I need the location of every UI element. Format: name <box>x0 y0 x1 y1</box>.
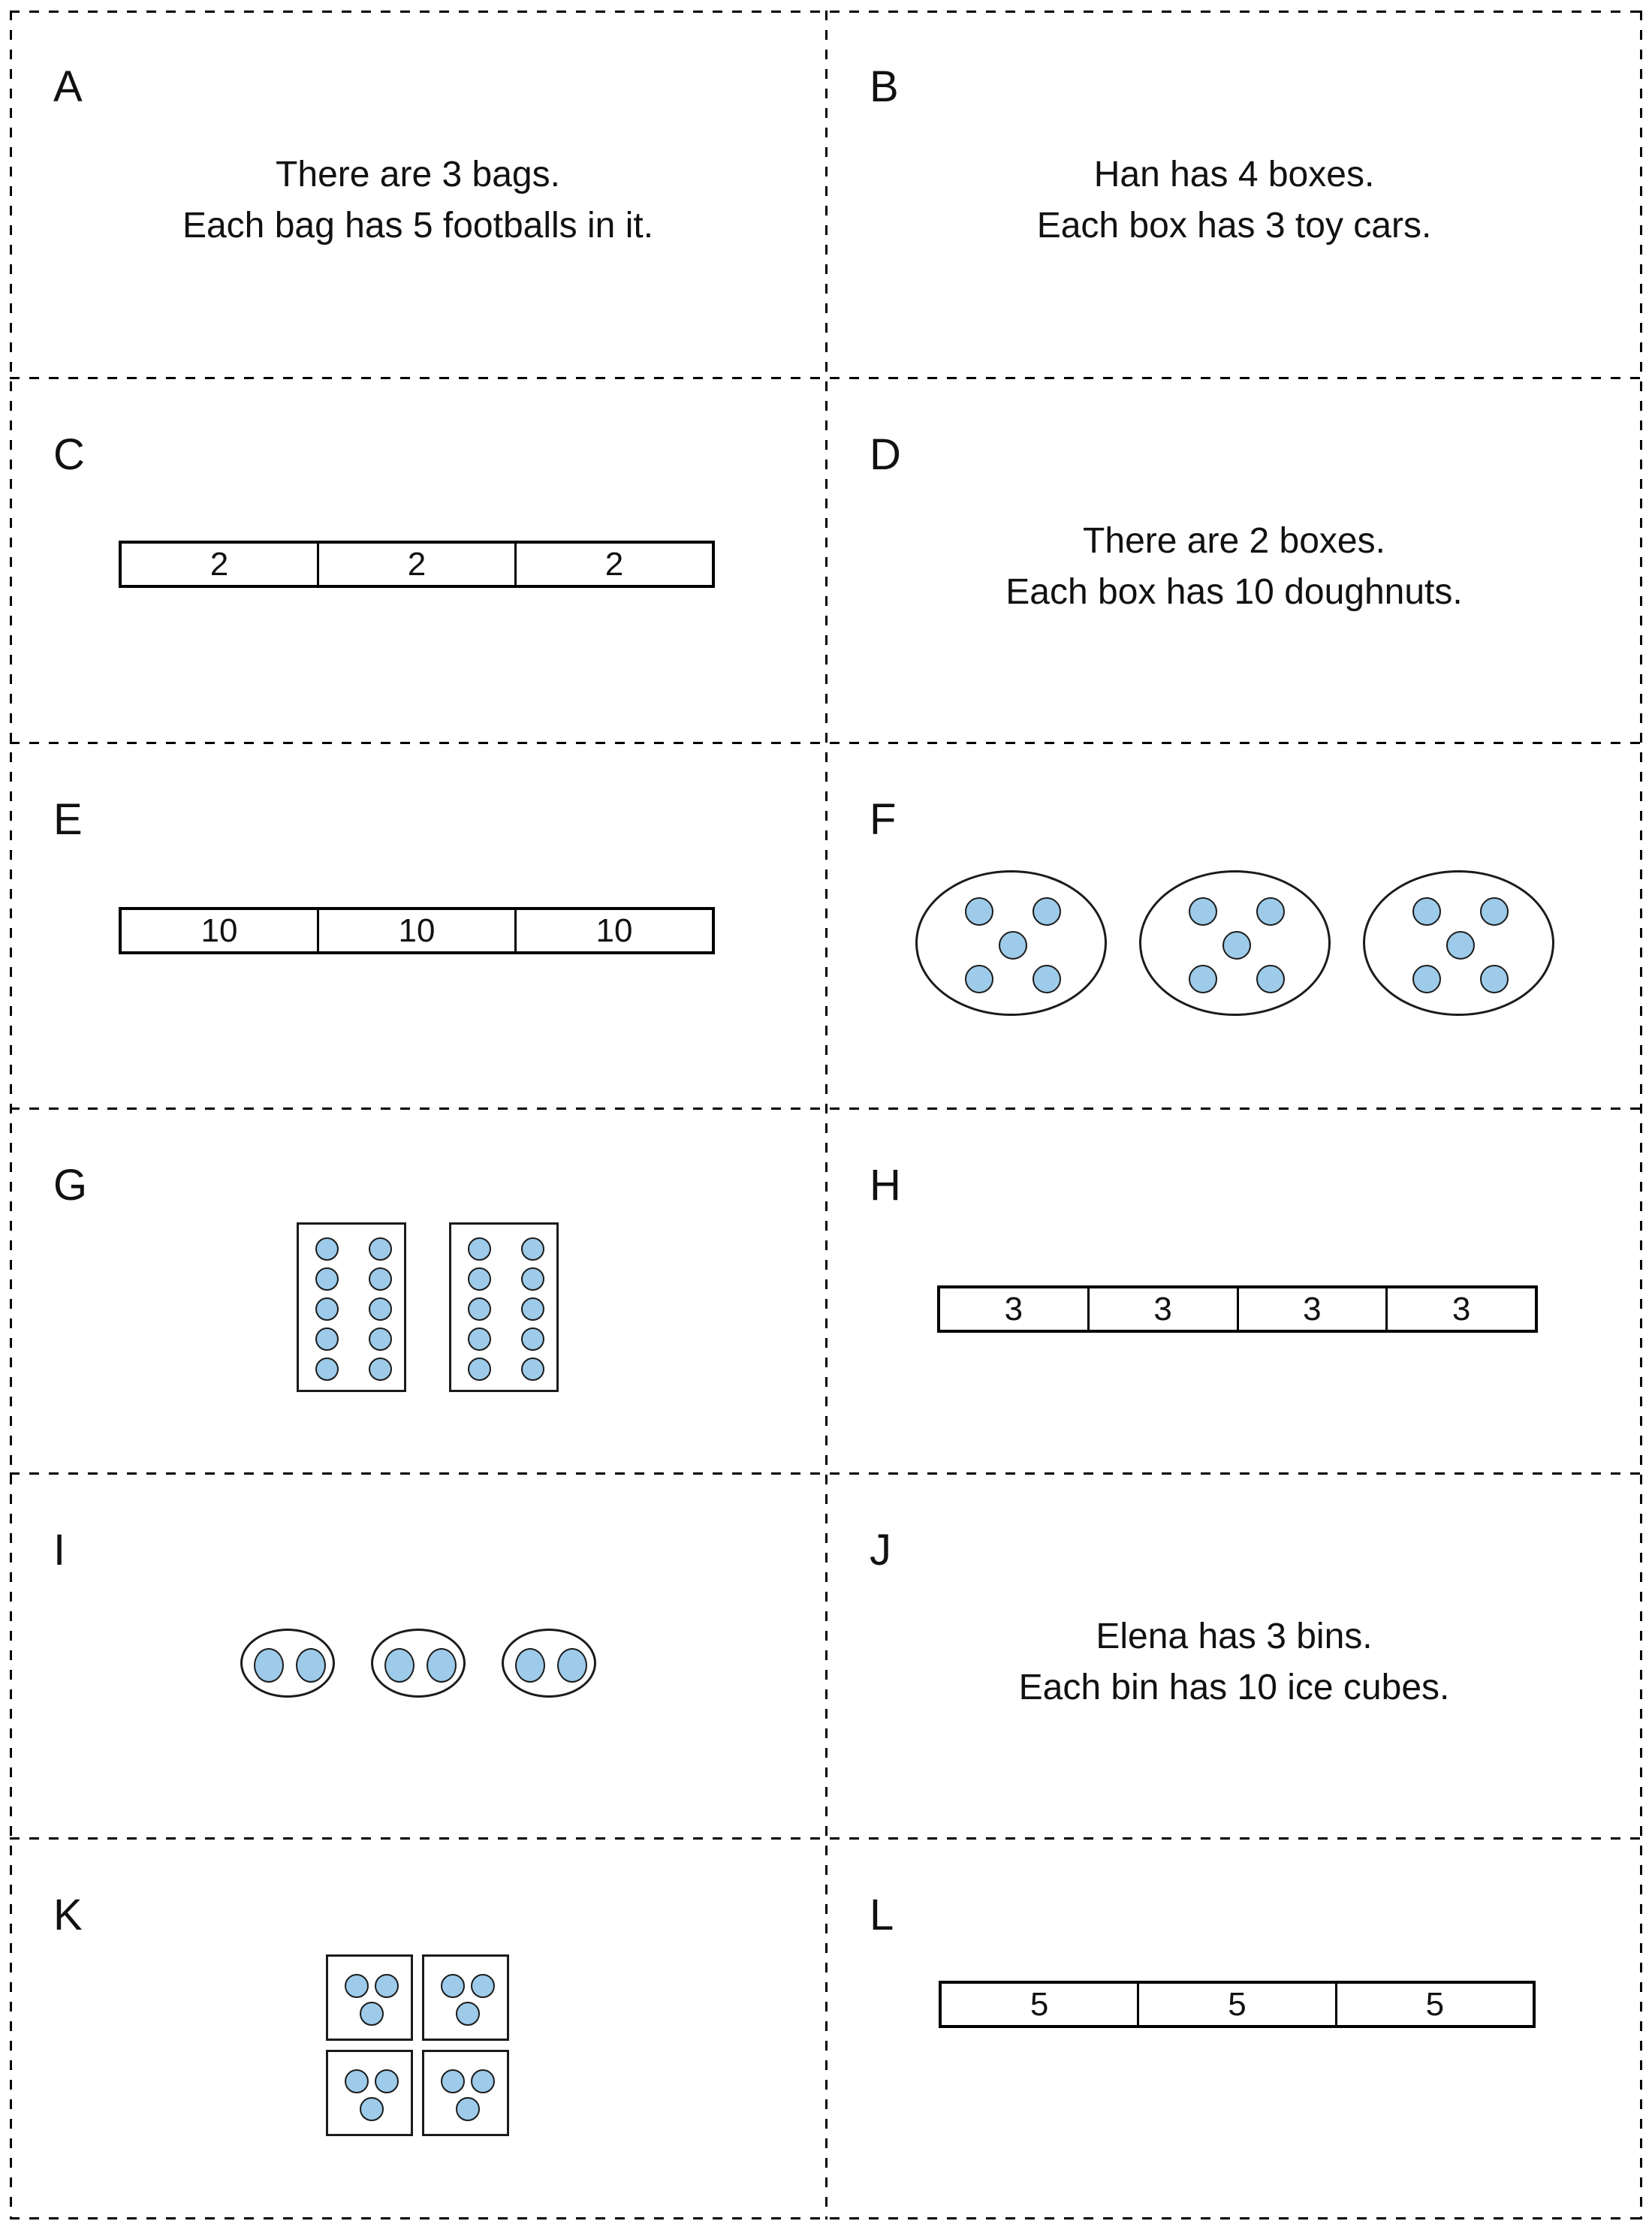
card-text-line: Each bin has 10 ice cubes. <box>1018 1668 1450 1707</box>
counter-dot <box>521 1237 544 1261</box>
dot-groups <box>326 1954 509 2136</box>
card-letter: C <box>53 430 85 479</box>
counter-dot <box>456 2002 480 2026</box>
counter-dot <box>1189 897 1217 926</box>
counter-dot <box>521 1297 544 1321</box>
card-letter: J <box>870 1526 891 1575</box>
tape-diagram <box>937 1285 1538 1333</box>
card-d <box>826 378 1642 743</box>
counter-dot <box>1446 931 1475 960</box>
dot-groups <box>297 1222 559 1392</box>
counter-dot <box>557 1648 587 1683</box>
card-text-line: Each bag has 5 footballs in it. <box>182 206 654 246</box>
counter-dot <box>468 1358 491 1381</box>
tape-cell-value: 5 <box>1335 1984 1533 2025</box>
counter-dot <box>965 965 993 993</box>
counter-dot <box>375 1974 399 1998</box>
counter-dot <box>1480 897 1509 926</box>
counter-dot <box>965 897 993 926</box>
square-group-outline <box>326 1954 413 2041</box>
tape-cell-value: 10 <box>200 912 238 949</box>
card-letter: H <box>870 1161 901 1210</box>
counter-dot <box>254 1648 284 1683</box>
counter-dot <box>1412 965 1441 993</box>
counter-dot <box>345 2069 369 2093</box>
tape-cell-value: 2 <box>514 544 712 585</box>
card-text <box>826 516 1642 618</box>
counter-dot <box>468 1237 491 1261</box>
counter-dot <box>1189 965 1217 993</box>
counter-dot <box>369 1358 392 1381</box>
tape-cell-value: 2 <box>210 545 229 583</box>
counter-dot <box>471 2069 495 2093</box>
counter-dot <box>468 1267 491 1291</box>
counter-dot <box>471 1974 495 1998</box>
tape-cell-value: 10 <box>317 910 514 951</box>
card-g <box>10 1109 826 1474</box>
card-letter: G <box>53 1161 88 1210</box>
card-e <box>10 743 826 1109</box>
card-letter: E <box>53 795 83 844</box>
card-letter: F <box>870 795 897 844</box>
counter-dot <box>384 1648 415 1683</box>
card-text-line: There are 2 boxes. <box>1083 521 1385 561</box>
rect-group-outline <box>297 1222 406 1392</box>
counter-dot <box>1256 897 1285 926</box>
card-text <box>10 149 826 252</box>
counter-dot <box>369 1267 392 1291</box>
card-text <box>826 1611 1642 1713</box>
card-text-line: There are 3 bags. <box>276 155 560 194</box>
circle-group-outline <box>371 1629 466 1698</box>
card-h <box>826 1109 1642 1474</box>
counter-dot <box>369 1297 392 1321</box>
counter-dot <box>1222 931 1251 960</box>
card-a <box>10 11 826 378</box>
counter-dot <box>1032 897 1061 926</box>
tape-cell-value: 3 <box>1004 1290 1023 1327</box>
card-text-line: Elena has 3 bins. <box>1096 1617 1373 1656</box>
card-letter: K <box>53 1891 83 1939</box>
card-j <box>826 1474 1642 1839</box>
square-group-outline <box>422 2050 509 2136</box>
counter-dot <box>1032 965 1061 993</box>
counter-dot <box>360 2002 384 2026</box>
counter-dot <box>360 2097 384 2121</box>
counter-dot <box>315 1327 339 1351</box>
counter-dot <box>441 1974 465 1998</box>
counter-dot <box>315 1297 339 1321</box>
card-letter: L <box>870 1891 894 1939</box>
counter-dot <box>296 1648 326 1683</box>
counter-dot <box>999 931 1027 960</box>
counter-dot <box>345 1974 369 1998</box>
counter-dot <box>369 1327 392 1351</box>
card-l <box>826 1839 1642 2219</box>
counter-dot <box>456 2097 480 2121</box>
counter-dot <box>521 1358 544 1381</box>
card-b <box>826 11 1642 378</box>
card-letter: D <box>870 430 901 479</box>
tape-cell-value: 5 <box>1137 1984 1334 2025</box>
tape-diagram <box>119 907 715 954</box>
card-letter: A <box>53 62 83 111</box>
oval-group-outline <box>1139 870 1331 1016</box>
square-group-outline <box>422 1954 509 2041</box>
counter-dot <box>521 1267 544 1291</box>
counter-dot <box>369 1237 392 1261</box>
oval-group-outline <box>1363 870 1554 1016</box>
tape-diagram <box>119 541 715 588</box>
card-k <box>10 1839 826 2219</box>
dot-groups <box>915 870 1554 1016</box>
tape-cell-value: 5 <box>1029 1985 1049 2023</box>
card-text-line: Each box has 10 doughnuts. <box>1005 572 1463 612</box>
card-text-line: Each box has 3 toy cars. <box>1036 206 1432 246</box>
card-text-line: Han has 4 boxes. <box>1093 155 1375 194</box>
counter-dot <box>441 2069 465 2093</box>
card-letter: B <box>870 62 899 111</box>
counter-dot <box>521 1327 544 1351</box>
counter-dot <box>468 1327 491 1351</box>
counter-dot <box>1412 897 1441 926</box>
counter-dot <box>468 1297 491 1321</box>
tape-cell-value: 2 <box>317 544 514 585</box>
counter-dot <box>315 1267 339 1291</box>
card-c <box>10 378 826 743</box>
counter-dot <box>515 1648 545 1683</box>
square-group-outline <box>326 2050 413 2136</box>
tape-cell-value: 3 <box>1237 1288 1386 1330</box>
counter-dot <box>1256 965 1285 993</box>
tape-cell-value: 3 <box>1087 1288 1237 1330</box>
card-f <box>826 743 1642 1109</box>
counter-dot <box>375 2069 399 2093</box>
card-letter: I <box>53 1526 66 1575</box>
circle-group-outline <box>240 1629 335 1698</box>
tape-diagram <box>939 1981 1536 2028</box>
tape-cell-value: 10 <box>514 910 712 951</box>
card-text <box>826 149 1642 252</box>
oval-group-outline <box>915 870 1107 1016</box>
counter-dot <box>315 1358 339 1381</box>
counter-dot <box>1480 965 1509 993</box>
card-i <box>10 1474 826 1839</box>
rect-group-outline <box>449 1222 559 1392</box>
counter-dot <box>427 1648 457 1683</box>
tape-cell-value: 3 <box>1385 1288 1535 1330</box>
dot-groups <box>240 1629 596 1698</box>
counter-dot <box>315 1237 339 1261</box>
circle-group-outline <box>502 1629 596 1698</box>
